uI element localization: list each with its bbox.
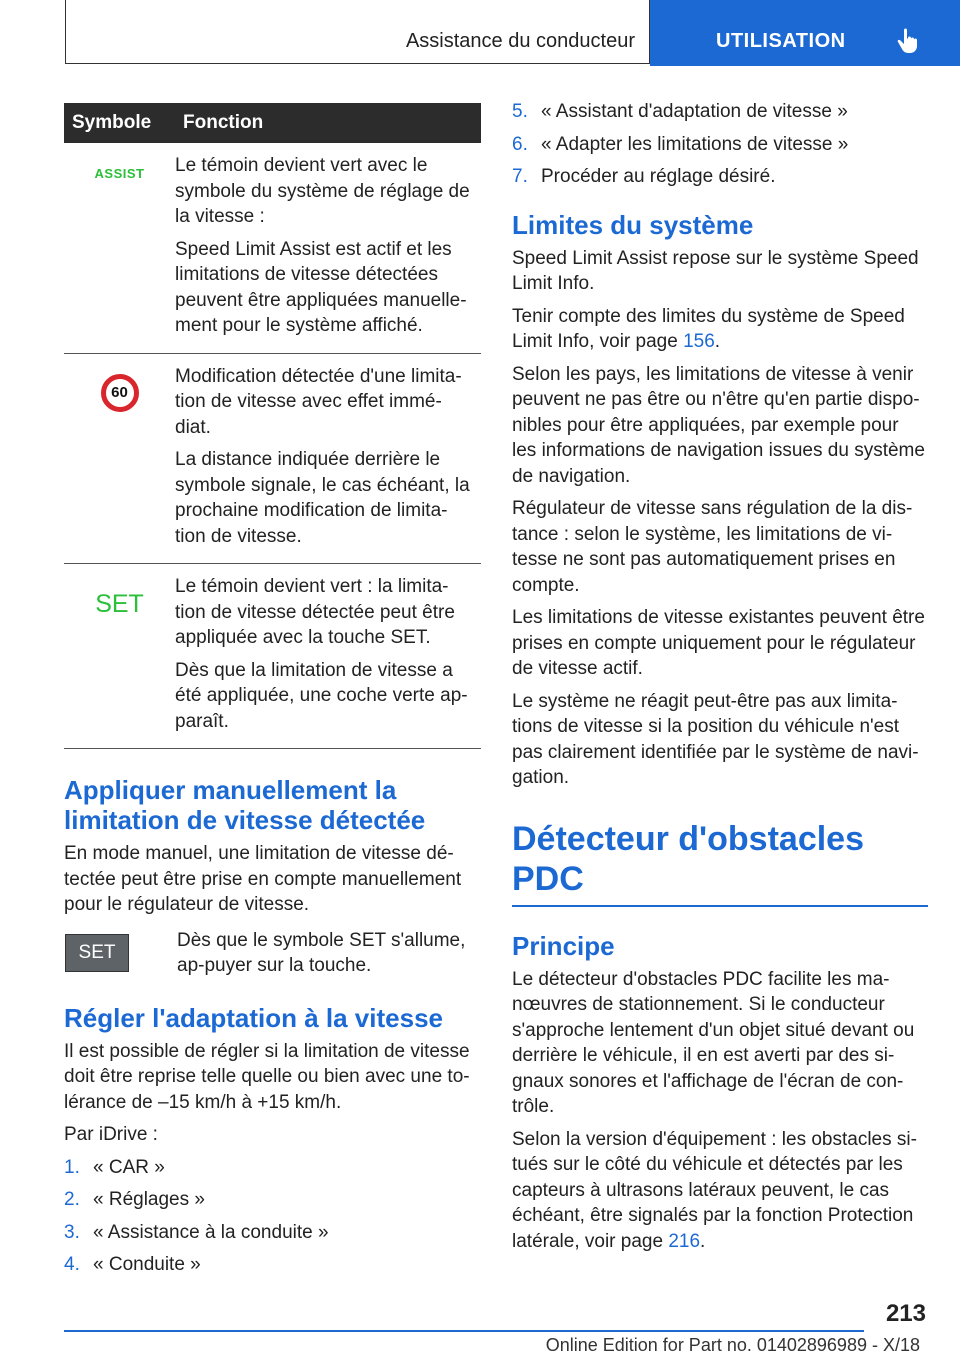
speed-limit-sign-icon: 60: [101, 374, 139, 412]
paragraph: Speed Limit Assist repose sur le système Speed Limit Info.: [512, 247, 919, 294]
list-item: 4. « Conduite »: [64, 1254, 201, 1275]
symbol-table: [64, 103, 481, 749]
paragraph: Selon les pays, les limitations de vitesse à venir peuvent ne pas être ou n'être qu'en partie dispo-nibles pour être appliquées, par exemple pour les informations de navigation issues du système de navigation.: [512, 363, 925, 487]
table-header-function: Fonction: [175, 103, 481, 143]
function-text: La distance indiquée derrière le symbole signale, le cas échéant, la prochaine modification de limita-tion de vitesse.: [175, 449, 470, 547]
heading-system-limits: Limites du système: [512, 209, 754, 240]
function-text: Modification détectée d'une limita-tion de vitesse avec effet immé-diat.: [175, 365, 462, 438]
heading-adjust-speed: Régler l'adaptation à la vitesse: [64, 1002, 443, 1033]
table-row: [64, 143, 481, 353]
section-title: Assistance du conducteur: [405, 30, 635, 52]
page-number: 213: [885, 1300, 926, 1327]
set-symbol-icon: SET: [95, 590, 144, 618]
heading-apply-manually: Appliquer manuellement la limitation de vitesse détectée: [64, 775, 426, 835]
function-text: Le témoin devient vert : la limita-tion de vitesse détectée peut être appliquée avec la touche SET.: [175, 576, 455, 648]
chapter-tab[interactable]: [650, 0, 960, 66]
left-column: [64, 103, 481, 1278]
set-button-icon: SET: [65, 934, 129, 972]
section-title-box: [65, 0, 650, 64]
assist-symbol-icon: ASSIST: [94, 166, 145, 181]
paragraph: Régulateur de vitesse sans régulation de la dis-tance : selon le système, les limitations de vi-tesse ne sont pas automatiquement prises en compte.: [512, 498, 913, 596]
footer-rule: [64, 1330, 864, 1332]
page-link-156[interactable]: 156: [683, 331, 715, 352]
right-column: [512, 103, 928, 1254]
paragraph: Tenir compte des limites du système de Speed Limit Info, voir page 156.: [512, 305, 905, 352]
list-item: 3. « Assistance à la conduite »: [64, 1221, 329, 1243]
list-item: 2. « Réglages »: [64, 1189, 205, 1210]
paragraph: Il est possible de régler si la limitation de vitesse doit être reprise telle quelle ou bien avec une to-lérance de –15 km/h à +15 km/h.: [64, 1040, 470, 1113]
step-list: [512, 99, 928, 190]
page-header: [0, 0, 960, 66]
paragraph: Les limitations de vitesse existantes peuvent être prises en compte uniquement pour le régulateur de vitesse actif.: [512, 607, 925, 679]
set-instruction: [64, 928, 481, 979]
page-link-216[interactable]: 216: [668, 1230, 701, 1252]
paragraph: Le système ne réagit peut-être pas aux limita-tions de vitesse si la position du véhicule n'est pas clairement identifiée par le système de navi-gation.: [512, 690, 919, 788]
paragraph: Le détecteur d'obstacles PDC facilite les ma-nœuvres de stationnement. Si le conducteur s'approche lentement d'un objet situé devant ou derrière le véhicule, il en est averti par des si-gnaux sonores et l'affichage de l'écran de con-trôle.: [512, 968, 915, 1117]
table-row: [64, 564, 481, 749]
step-list: [64, 1155, 481, 1278]
function-text: Speed Limit Assist est actif et les limitations de vitesse détectées peuvent être appliquées manuelle-ment pour le système affiché.: [175, 238, 467, 336]
heading-pdc: Détecteur d'obstacles PDC: [512, 819, 864, 898]
table-header-symbol: Symbole: [64, 103, 175, 143]
function-text: Le témoin devient vert avec le symbole du système de réglage de la vitesse :: [175, 155, 470, 227]
chapter-tab-label: UTILISATION: [716, 30, 846, 52]
table-row: [64, 353, 481, 564]
paragraph: Selon la version d'équipement : les obstacles si-tués sur le côté du véhicule et détectés par les capteurs à ultrasons latéraux peuvent, le cas échéant, être signalés par la fonction Protection latérale, voir page 216.: [512, 1128, 917, 1252]
paragraph: Dès que le symbole SET s'allume, ap-puyer sur la touche.: [177, 929, 466, 976]
list-item: 7. Procéder au réglage désiré.: [512, 166, 776, 187]
paragraph: Par iDrive :: [64, 1124, 158, 1145]
paragraph: En mode manuel, une limitation de vitesse dé-tectée peut être prise en compte manuellement pour le régulateur de vitesse.: [64, 843, 462, 915]
list-item: 6. « Adapter les limitations de vitesse »: [512, 133, 849, 155]
edition-text: Online Edition for Part no. 01402896989 - X/18: [545, 1335, 920, 1355]
list-item: 1. « CAR »: [64, 1156, 165, 1178]
heading-rule: [512, 905, 928, 907]
list-item: 5. « Assistant d'adaptation de vitesse »: [512, 101, 848, 122]
function-text: Dès que la limitation de vitesse a été appliquée, une coche verte ap-paraît.: [175, 659, 468, 732]
hand-pointing-icon: [894, 26, 924, 56]
heading-principle: Principe: [512, 930, 615, 961]
